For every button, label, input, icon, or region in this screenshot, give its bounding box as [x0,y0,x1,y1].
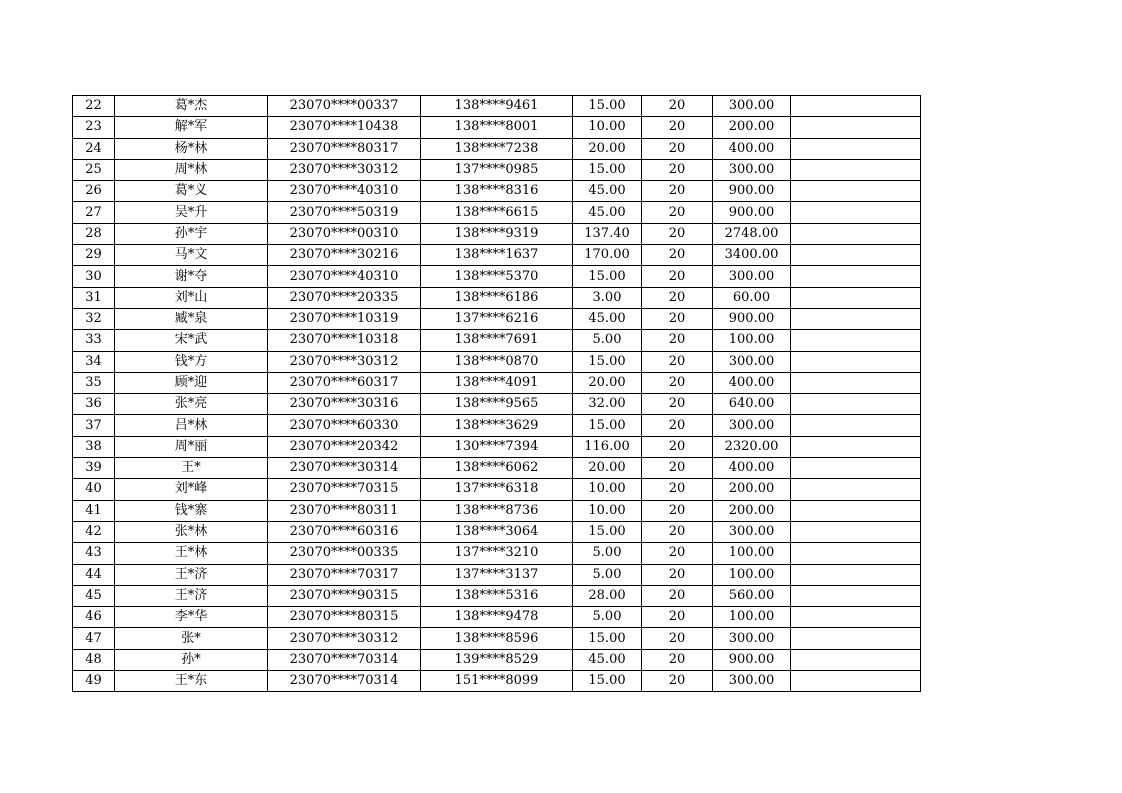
row-number-cell: 44 [73,564,115,585]
amount-cell: 300.00 [713,351,791,372]
quantity-cell: 5.00 [573,330,642,351]
id-number-cell: 23070****30314 [268,458,421,479]
row-number-cell: 39 [73,458,115,479]
row-number-cell: 22 [73,96,115,117]
quantity-cell: 3.00 [573,287,642,308]
quantity-cell: 5.00 [573,564,642,585]
table-row [73,500,921,521]
amount-cell: 300.00 [713,415,791,436]
name-cell: 王*东 [115,671,268,692]
note-cell [791,202,921,223]
phone-cell: 138****6062 [421,458,573,479]
table-row [73,372,921,393]
id-number-cell: 23070****60317 [268,372,421,393]
phone-cell: 138****9319 [421,223,573,244]
row-number-cell: 36 [73,394,115,415]
amount-cell: 200.00 [713,500,791,521]
name-cell: 张*亮 [115,394,268,415]
id-number-cell: 23070****30216 [268,245,421,266]
quantity-cell: 10.00 [573,500,642,521]
row-number-cell: 45 [73,585,115,606]
amount-cell: 900.00 [713,308,791,329]
unit-price-cell: 20 [642,223,713,244]
name-cell: 吴*升 [115,202,268,223]
amount-cell: 400.00 [713,138,791,159]
id-number-cell: 23070****70315 [268,479,421,500]
table-row [73,223,921,244]
unit-price-cell: 20 [642,394,713,415]
row-number-cell: 27 [73,202,115,223]
unit-price-cell: 20 [642,372,713,393]
phone-cell: 138****1637 [421,245,573,266]
phone-cell: 130****7394 [421,436,573,457]
note-cell [791,543,921,564]
table-row [73,436,921,457]
unit-price-cell: 20 [642,202,713,223]
table-row [73,543,921,564]
name-cell: 葛*杰 [115,96,268,117]
note-cell [791,96,921,117]
unit-price-cell: 20 [642,351,713,372]
id-number-cell: 23070****70314 [268,649,421,670]
note-cell [791,628,921,649]
unit-price-cell: 20 [642,458,713,479]
id-number-cell: 23070****70314 [268,671,421,692]
table-row [73,521,921,542]
phone-cell: 138****8001 [421,117,573,138]
table-row [73,181,921,202]
table-row [73,245,921,266]
table-row [73,266,921,287]
quantity-cell: 15.00 [573,351,642,372]
phone-cell: 139****8529 [421,649,573,670]
id-number-cell: 23070****10438 [268,117,421,138]
name-cell: 周*丽 [115,436,268,457]
row-number-cell: 40 [73,479,115,500]
amount-cell: 640.00 [713,394,791,415]
id-number-cell: 23070****80315 [268,607,421,628]
table-row [73,117,921,138]
quantity-cell: 15.00 [573,415,642,436]
table-row [73,330,921,351]
note-cell [791,607,921,628]
name-cell: 宋*武 [115,330,268,351]
id-number-cell: 23070****00310 [268,223,421,244]
table-row [73,287,921,308]
note-cell [791,479,921,500]
id-number-cell: 23070****30312 [268,159,421,180]
note-cell [791,308,921,329]
amount-cell: 900.00 [713,181,791,202]
amount-cell: 300.00 [713,521,791,542]
phone-cell: 138****3629 [421,415,573,436]
quantity-cell: 137.40 [573,223,642,244]
unit-price-cell: 20 [642,245,713,266]
name-cell: 臧*泉 [115,308,268,329]
note-cell [791,351,921,372]
id-number-cell: 23070****40310 [268,181,421,202]
id-number-cell: 23070****20342 [268,436,421,457]
row-number-cell: 42 [73,521,115,542]
name-cell: 孙* [115,649,268,670]
id-number-cell: 23070****40310 [268,266,421,287]
unit-price-cell: 20 [642,436,713,457]
amount-cell: 100.00 [713,564,791,585]
name-cell: 张* [115,628,268,649]
amount-cell: 400.00 [713,372,791,393]
unit-price-cell: 20 [642,585,713,606]
row-number-cell: 29 [73,245,115,266]
phone-cell: 138****9478 [421,607,573,628]
note-cell [791,500,921,521]
table-row [73,585,921,606]
note-cell [791,138,921,159]
name-cell: 王*林 [115,543,268,564]
row-number-cell: 35 [73,372,115,393]
table-row [73,564,921,585]
unit-price-cell: 20 [642,266,713,287]
quantity-cell: 45.00 [573,649,642,670]
row-number-cell: 25 [73,159,115,180]
amount-cell: 3400.00 [713,245,791,266]
id-number-cell: 23070****00335 [268,543,421,564]
amount-cell: 300.00 [713,266,791,287]
note-cell [791,117,921,138]
unit-price-cell: 20 [642,330,713,351]
data-table [72,95,921,692]
unit-price-cell: 20 [642,308,713,329]
amount-cell: 60.00 [713,287,791,308]
unit-price-cell: 20 [642,671,713,692]
table-row [73,479,921,500]
quantity-cell: 15.00 [573,266,642,287]
name-cell: 周*林 [115,159,268,180]
row-number-cell: 33 [73,330,115,351]
unit-price-cell: 20 [642,96,713,117]
id-number-cell: 23070****10318 [268,330,421,351]
phone-cell: 138****7238 [421,138,573,159]
phone-cell: 138****0870 [421,351,573,372]
unit-price-cell: 20 [642,159,713,180]
id-number-cell: 23070****60330 [268,415,421,436]
note-cell [791,649,921,670]
table-row [73,351,921,372]
phone-cell: 138****9461 [421,96,573,117]
phone-cell: 138****7691 [421,330,573,351]
name-cell: 解*军 [115,117,268,138]
amount-cell: 200.00 [713,479,791,500]
row-number-cell: 26 [73,181,115,202]
name-cell: 张*林 [115,521,268,542]
quantity-cell: 5.00 [573,607,642,628]
phone-cell: 137****3137 [421,564,573,585]
note-cell [791,159,921,180]
row-number-cell: 43 [73,543,115,564]
phone-cell: 138****8596 [421,628,573,649]
phone-cell: 138****8736 [421,500,573,521]
note-cell [791,330,921,351]
unit-price-cell: 20 [642,607,713,628]
unit-price-cell: 20 [642,649,713,670]
name-cell: 钱*寨 [115,500,268,521]
amount-cell: 300.00 [713,671,791,692]
id-number-cell: 23070****60316 [268,521,421,542]
table-row [73,607,921,628]
quantity-cell: 20.00 [573,138,642,159]
name-cell: 王* [115,458,268,479]
id-number-cell: 23070****70317 [268,564,421,585]
name-cell: 吕*林 [115,415,268,436]
table-row [73,628,921,649]
table-row [73,649,921,670]
quantity-cell: 15.00 [573,671,642,692]
table-row [73,308,921,329]
unit-price-cell: 20 [642,117,713,138]
note-cell [791,266,921,287]
quantity-cell: 15.00 [573,521,642,542]
name-cell: 钱*方 [115,351,268,372]
row-number-cell: 23 [73,117,115,138]
amount-cell: 100.00 [713,607,791,628]
row-number-cell: 47 [73,628,115,649]
quantity-cell: 45.00 [573,202,642,223]
name-cell: 李*华 [115,607,268,628]
note-cell [791,521,921,542]
name-cell: 刘*峰 [115,479,268,500]
row-number-cell: 38 [73,436,115,457]
amount-cell: 2320.00 [713,436,791,457]
quantity-cell: 20.00 [573,372,642,393]
quantity-cell: 28.00 [573,585,642,606]
unit-price-cell: 20 [642,500,713,521]
amount-cell: 100.00 [713,330,791,351]
name-cell: 顾*迎 [115,372,268,393]
phone-cell: 138****5370 [421,266,573,287]
phone-cell: 138****5316 [421,585,573,606]
table-row [73,138,921,159]
note-cell [791,585,921,606]
row-number-cell: 41 [73,500,115,521]
name-cell: 刘*山 [115,287,268,308]
name-cell: 杨*林 [115,138,268,159]
amount-cell: 400.00 [713,458,791,479]
amount-cell: 200.00 [713,117,791,138]
name-cell: 王*济 [115,564,268,585]
note-cell [791,458,921,479]
unit-price-cell: 20 [642,138,713,159]
table-row [73,394,921,415]
row-number-cell: 49 [73,671,115,692]
quantity-cell: 32.00 [573,394,642,415]
table-row [73,96,921,117]
note-cell [791,181,921,202]
phone-cell: 151****8099 [421,671,573,692]
table-row [73,458,921,479]
phone-cell: 137****6318 [421,479,573,500]
row-number-cell: 34 [73,351,115,372]
amount-cell: 100.00 [713,543,791,564]
phone-cell: 138****6186 [421,287,573,308]
phone-cell: 137****6216 [421,308,573,329]
id-number-cell: 23070****30312 [268,628,421,649]
note-cell [791,394,921,415]
phone-cell: 138****8316 [421,181,573,202]
id-number-cell: 23070****20335 [268,287,421,308]
note-cell [791,245,921,266]
phone-cell: 138****6615 [421,202,573,223]
phone-cell: 137****0985 [421,159,573,180]
quantity-cell: 5.00 [573,543,642,564]
name-cell: 谢*夺 [115,266,268,287]
quantity-cell: 45.00 [573,181,642,202]
unit-price-cell: 20 [642,628,713,649]
amount-cell: 2748.00 [713,223,791,244]
id-number-cell: 23070****80311 [268,500,421,521]
unit-price-cell: 20 [642,287,713,308]
quantity-cell: 170.00 [573,245,642,266]
row-number-cell: 48 [73,649,115,670]
amount-cell: 300.00 [713,159,791,180]
id-number-cell: 23070****10319 [268,308,421,329]
quantity-cell: 116.00 [573,436,642,457]
id-number-cell: 23070****30312 [268,351,421,372]
unit-price-cell: 20 [642,415,713,436]
row-number-cell: 37 [73,415,115,436]
note-cell [791,436,921,457]
unit-price-cell: 20 [642,564,713,585]
row-number-cell: 32 [73,308,115,329]
quantity-cell: 10.00 [573,479,642,500]
note-cell [791,372,921,393]
id-number-cell: 23070****80317 [268,138,421,159]
amount-cell: 900.00 [713,202,791,223]
row-number-cell: 46 [73,607,115,628]
id-number-cell: 23070****90315 [268,585,421,606]
quantity-cell: 15.00 [573,96,642,117]
unit-price-cell: 20 [642,521,713,542]
amount-cell: 300.00 [713,96,791,117]
table-body [73,96,921,692]
note-cell [791,415,921,436]
unit-price-cell: 20 [642,181,713,202]
name-cell: 孙*宇 [115,223,268,244]
note-cell [791,223,921,244]
row-number-cell: 24 [73,138,115,159]
quantity-cell: 15.00 [573,159,642,180]
phone-cell: 138****3064 [421,521,573,542]
table-row [73,202,921,223]
row-number-cell: 30 [73,266,115,287]
table-row [73,671,921,692]
name-cell: 王*济 [115,585,268,606]
quantity-cell: 10.00 [573,117,642,138]
id-number-cell: 23070****50319 [268,202,421,223]
name-cell: 马*文 [115,245,268,266]
phone-cell: 137****3210 [421,543,573,564]
row-number-cell: 28 [73,223,115,244]
quantity-cell: 15.00 [573,628,642,649]
table-row [73,415,921,436]
quantity-cell: 45.00 [573,308,642,329]
amount-cell: 560.00 [713,585,791,606]
note-cell [791,287,921,308]
id-number-cell: 23070****00337 [268,96,421,117]
quantity-cell: 20.00 [573,458,642,479]
unit-price-cell: 20 [642,479,713,500]
row-number-cell: 31 [73,287,115,308]
note-cell [791,564,921,585]
note-cell [791,671,921,692]
unit-price-cell: 20 [642,543,713,564]
amount-cell: 300.00 [713,628,791,649]
phone-cell: 138****9565 [421,394,573,415]
phone-cell: 138****4091 [421,372,573,393]
amount-cell: 900.00 [713,649,791,670]
name-cell: 葛*义 [115,181,268,202]
id-number-cell: 23070****30316 [268,394,421,415]
table-row [73,159,921,180]
